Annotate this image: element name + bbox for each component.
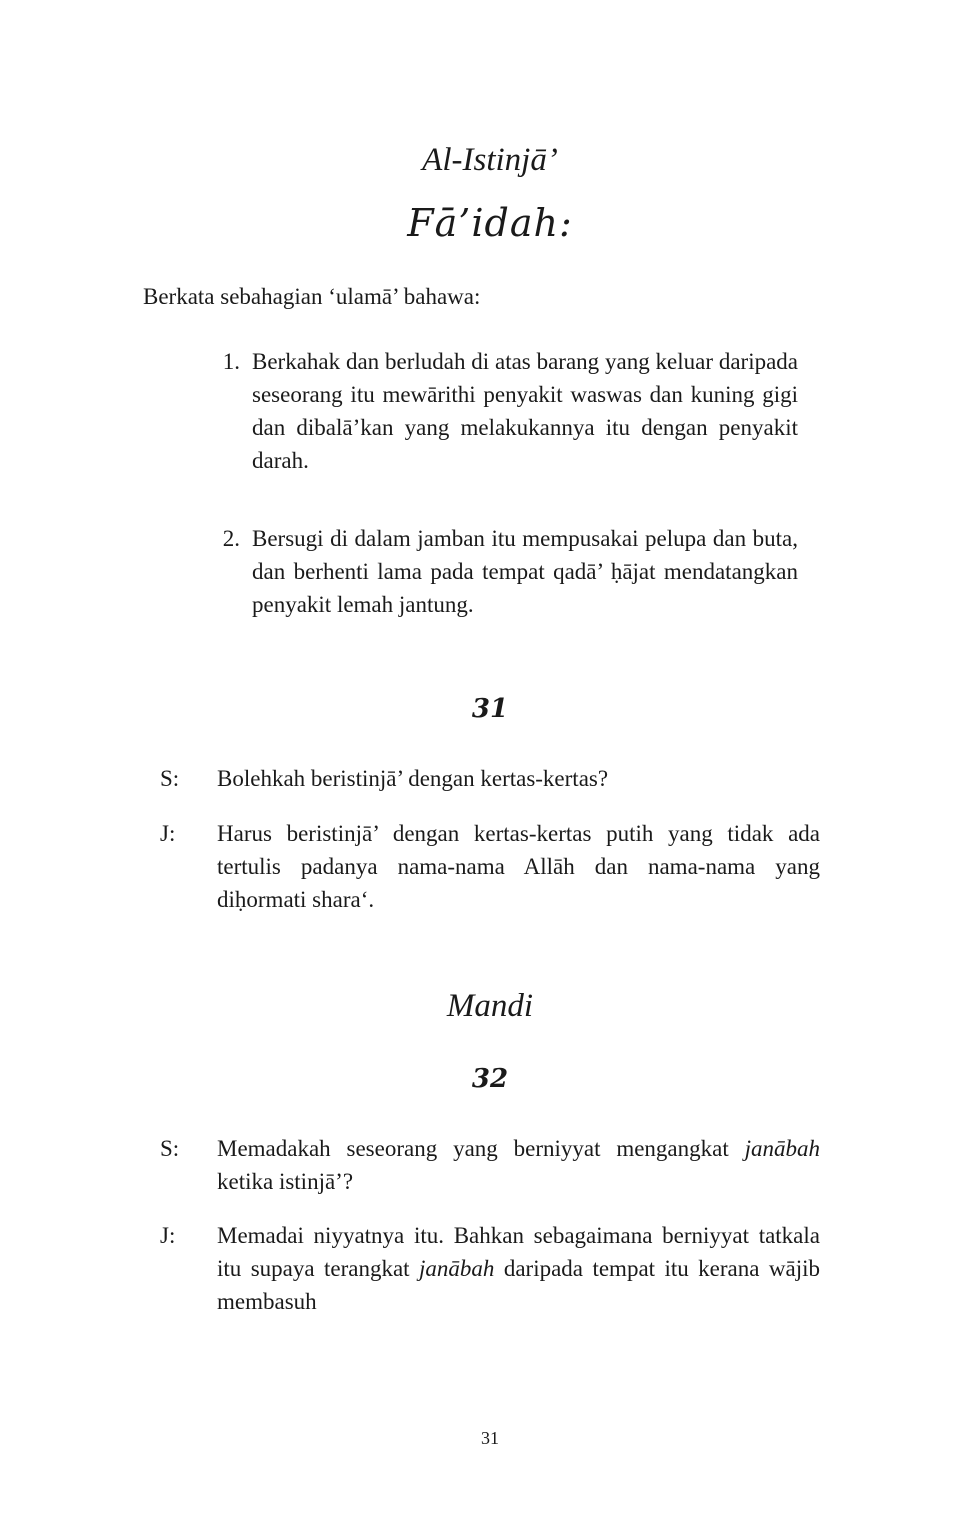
italic-term-janabah: janābah (744, 1136, 820, 1161)
intro-text: Berkata sebahagian ‘ulamā’ bahawa: (143, 284, 481, 309)
question-label: S: (160, 1136, 180, 1161)
answer-text-part-2: daripada tempat itu kerana wājib membasuh (217, 1256, 820, 1314)
question-text-part-2: ketika istinjā’? (217, 1169, 354, 1194)
question-text-part-1: Memadakah seseorang yang berniyyat mengangkat (217, 1136, 729, 1161)
page-number: 31 (481, 1428, 499, 1448)
list-number: 1. (222, 349, 240, 374)
question-31 (160, 762, 820, 795)
answer-text (217, 1219, 820, 1318)
question-text: Bolehkah beristinjā’ dengan kertas-kertas? (217, 766, 609, 791)
list-item-2 (190, 522, 800, 654)
question-32 (160, 1132, 820, 1198)
section-title-istinja: Al-Istinjā’ (422, 142, 558, 178)
question-label: S: (160, 766, 180, 791)
answer-label: J: (160, 1223, 176, 1248)
list-item-1 (190, 345, 800, 510)
question-number-31: 31 (471, 694, 509, 724)
answer-text: Harus beristinjā’ dengan kertas-kertas putih yang tidak ada tertulis padanya nama-nama Allāh dan nama-nama yang diḥormati shara‘. (217, 821, 820, 912)
answer-32 (160, 1219, 820, 1318)
section-title-mandi: Mandi (446, 988, 534, 1024)
italic-term-janabah: janābah (419, 1256, 495, 1281)
answer-label: J: (160, 821, 176, 846)
question-number-32: 32 (471, 1064, 509, 1094)
subheading-faidah: Fā’idah: (407, 201, 573, 245)
list-number: 2. (222, 526, 240, 551)
list-text: Bersugi di dalam jamban itu mempusakai pelupa dan buta, dan berhenti lama pada tempat qadā’ ḥājat mendatangkan penyakit lemah jantung. (252, 526, 798, 617)
question-text (217, 1132, 820, 1198)
answer-31 (160, 817, 820, 916)
list-text: Berkahak dan berludah di atas barang yang keluar daripada seseorang itu mewārithi penyakit waswas dan kuning gigi dan dibalā’kan yang melakukannya itu dengan penyakit darah. (252, 349, 798, 473)
answer-text-part-1: Memadai niyyatnya itu. Bahkan sebagaimana berniyyat tatkala itu supaya terangkat (217, 1223, 820, 1281)
